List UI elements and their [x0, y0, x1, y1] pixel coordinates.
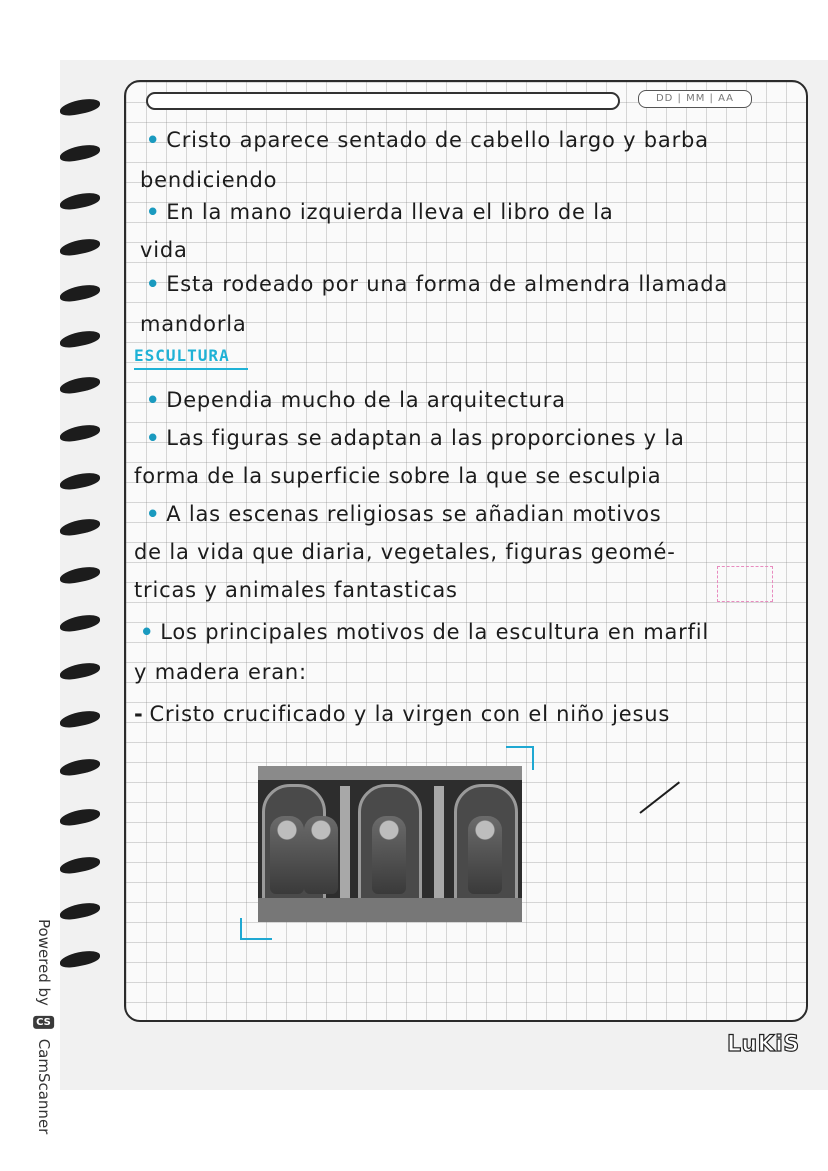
note-line: • Dependia mucho de la arquitectura — [146, 388, 566, 412]
note-line: bendiciendo — [140, 168, 278, 192]
watermark-brand: CamScanner — [35, 1038, 53, 1135]
spiral-ring — [60, 474, 102, 490]
header-title-bar — [146, 92, 620, 110]
heading-underline — [134, 368, 248, 370]
note-line: • En la mano izquierda lleva el libro de la — [146, 200, 614, 224]
spiral-ring — [60, 760, 102, 776]
note-line: de la vida que diaria, vegetales, figuras geomé- — [134, 540, 676, 564]
spiral-ring — [60, 712, 102, 728]
spiral-ring — [60, 426, 102, 442]
spiral-ring — [60, 240, 102, 256]
note-line: • A las escenas religiosas se añadian motivos — [146, 502, 662, 526]
spiral-ring — [60, 332, 102, 348]
spiral-ring — [60, 100, 102, 116]
note-line: - Cristo crucificado y la virgen con el niño jesus — [134, 702, 671, 726]
photo-corner-bracket — [240, 918, 272, 940]
faded-pink-mark — [717, 566, 773, 602]
note-line: • Los principales motivos de la escultura en marfil — [140, 620, 710, 644]
camscanner-icon: CS — [34, 1016, 55, 1029]
camscanner-watermark — [35, 919, 53, 1139]
photo-corner-bracket — [506, 746, 534, 770]
spiral-ring — [60, 616, 102, 632]
signature: LuKiS — [727, 1032, 800, 1057]
section-heading: ESCULTURA — [134, 346, 230, 365]
spiral-ring — [60, 286, 102, 302]
spiral-ring — [60, 952, 102, 968]
note-line: mandorla — [140, 312, 247, 336]
spiral-ring — [60, 520, 102, 536]
spiral-ring — [60, 146, 102, 162]
spiral-ring — [60, 810, 102, 826]
spiral-ring — [60, 194, 102, 210]
note-line: • Las figuras se adaptan a las proporciones y la — [146, 426, 685, 450]
note-line: tricas y animales fantasticas — [134, 578, 458, 602]
note-line: • Esta rodeado por una forma de almendra llamada — [146, 272, 729, 296]
note-line: forma de la superficie sobre la que se esculpia — [134, 464, 662, 488]
spiral-ring — [60, 904, 102, 920]
date-field: DD | MM | AA — [638, 90, 752, 108]
spiral-ring — [60, 664, 102, 680]
watermark-text: Powered by — [35, 919, 53, 1006]
note-line: vida — [140, 238, 188, 262]
spiral-ring — [60, 858, 102, 874]
sculpture-photo — [258, 766, 522, 922]
spiral-ring — [60, 378, 102, 394]
note-line: y madera eran: — [134, 660, 307, 684]
spiral-ring — [60, 568, 102, 584]
note-line: • Cristo aparece sentado de cabello largo y barba — [146, 128, 709, 152]
